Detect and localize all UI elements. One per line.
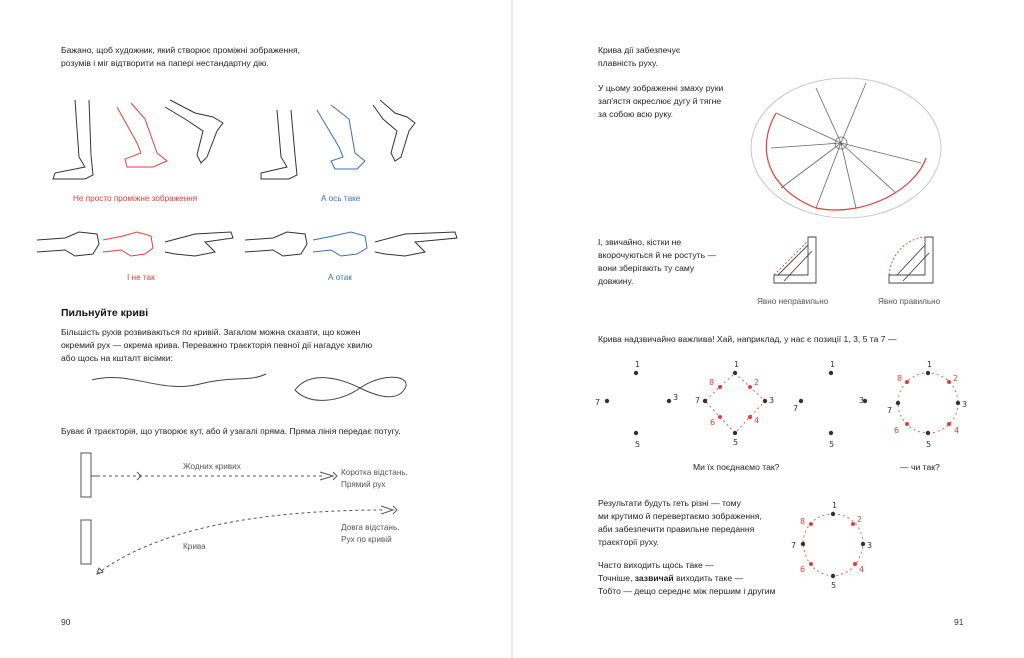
wave-and-eight-illustration — [90, 368, 420, 408]
diag2-label-2: 2 — [754, 378, 760, 387]
text3-line-2: вкорочуються й не ростуть — — [598, 250, 717, 260]
caption-hands-wrong: І не так — [127, 273, 155, 282]
diag4-label-1: 1 — [927, 360, 933, 369]
caption-bones-wrong: Явно неправильно — [757, 297, 829, 306]
text2-line-1: У цьому зображенні змаху руки — [598, 83, 724, 93]
label-curve: Крива — [183, 542, 206, 551]
intro-line-1: Бажано, щоб художник, який створює проміжні зображення, — [61, 45, 301, 55]
section-heading: Пильнуйте криві — [61, 307, 149, 319]
diag3-label-1: 1 — [830, 360, 836, 369]
feet-illustration-wrong — [45, 95, 235, 190]
text6-line-2-post: виходить таке — — [673, 573, 744, 583]
diag1-label-5: 5 — [635, 440, 641, 449]
text3-line-4: довжину. — [598, 276, 634, 286]
diag1-label-7: 7 — [595, 398, 601, 407]
diag2-label-1: 1 — [734, 360, 740, 369]
diag2-label-6: 6 — [710, 418, 716, 427]
text6-line-2 — [598, 572, 743, 585]
text6-line-2-bold: зазвичай — [634, 573, 674, 583]
label-short-1: Коротка відстань. — [341, 468, 408, 477]
diag2-label-5: 5 — [733, 438, 739, 447]
hands-illustration — [35, 222, 465, 272]
diag5-label-6: 6 — [800, 565, 806, 574]
text6-line-3: Тобто — дещо середнє між першим і другим — [598, 586, 776, 596]
text5-line-2: ми крутимо й перевертаємо зображення, — [598, 511, 762, 521]
label-long-2: Рух по кривій — [341, 535, 392, 544]
diag3-label-5: 5 — [829, 440, 835, 449]
para1-line-3: або щось на кшталт вісімки: — [61, 353, 173, 363]
diag5-label-8: 8 — [800, 517, 806, 526]
diag4-label-4: 4 — [954, 426, 960, 435]
para1-line-2: окремий рух — окрема крива. Переважно траєкторія певної дії нагадує хвилю — [61, 340, 373, 350]
page-number-left: 90 — [61, 617, 71, 627]
diag3-label-3: 3 — [859, 396, 865, 405]
intermediate-diagram — [783, 500, 883, 590]
diag5-label-5: 5 — [831, 581, 837, 590]
caption-feet-right: А ось таке — [321, 194, 361, 203]
diag4-label-2: 2 — [953, 374, 959, 383]
diag2-label-4: 4 — [754, 416, 760, 425]
bones-wrong-illustration — [768, 235, 828, 290]
page-number-right: 91 — [954, 617, 964, 627]
text2-line-2: зап'ястя окреслює дугу й тягне — [598, 96, 722, 106]
diag4-label-7: 7 — [887, 406, 893, 415]
arm-swing-illustration — [746, 68, 946, 228]
text5-line-4: траєкторії руху. — [598, 537, 659, 547]
positions-diagrams — [593, 355, 973, 450]
diag5-label-4: 4 — [859, 565, 865, 574]
feet-illustration-right — [255, 95, 425, 190]
text5-line-3: аби забезпечити правильне передання — [598, 524, 755, 534]
left-page — [0, 0, 511, 658]
diag5-label-2: 2 — [857, 515, 863, 524]
diag4-label-6: 6 — [894, 426, 900, 435]
para2: Буває й траєкторія, що утворює кут, або й узагалі пряма. Пряма лінія передає потугу. — [61, 426, 401, 436]
text3-line-1: І, звичайно, кістки не — [598, 237, 682, 247]
para1-line-1: Більшість рухів розвиваються по кривій. Загалом можна сказати, що кожен — [61, 327, 361, 337]
diag5-label-3: 3 — [867, 541, 873, 550]
caption-hands-right: А отак — [328, 273, 352, 282]
diag2-label-3: 3 — [769, 396, 775, 405]
text1-line-1: Крива дії забезпечує — [598, 45, 681, 55]
text2-line-3: за собою всю руку. — [598, 109, 674, 119]
diag4-label-8: 8 — [897, 374, 903, 383]
text6-line-1: Часто виходить щось таке — — [598, 560, 714, 570]
text3-line-3: вони зберігають ту саму — [598, 263, 695, 273]
diag4-label-3: 3 — [962, 400, 968, 409]
intro-line-2: розумів і міг відтворити на папері нестандартну дію. — [61, 58, 269, 68]
diag4-label-5: 5 — [926, 440, 932, 449]
right-page — [513, 0, 1024, 658]
question-text: Ми їх поєднаємо так? — [693, 462, 780, 472]
diag5-label-1: 1 — [832, 501, 838, 510]
diag5-label-7: 7 — [791, 541, 797, 550]
diag3-label-7: 7 — [793, 404, 799, 413]
caption-bones-right: Явно правильно — [878, 297, 941, 306]
diag1-label-1: 1 — [635, 360, 641, 369]
diag2-label-7: 7 — [695, 396, 701, 405]
label-short-2: Прямий рух — [341, 480, 386, 489]
bones-right-illustration — [883, 233, 943, 291]
label-no-curves: Жодних кривих — [183, 462, 241, 471]
answer-text: — чи так? — [900, 462, 940, 472]
diag1-label-3: 3 — [673, 393, 679, 402]
label-long-1: Довга відстань. — [341, 523, 400, 532]
caption-feet-wrong: Не просто проміжне зображення — [73, 194, 198, 203]
text5-line-1: Результати будуть геть різні — тому — [598, 498, 741, 508]
diag2-label-8: 8 — [709, 378, 715, 387]
text1-line-2: плавність руху. — [598, 58, 658, 68]
text4: Крива надзвичайно важлива! Хай, наприклад, у нас є позиції 1, 3, 5 та 7 — — [598, 334, 897, 344]
text6-line-2-pre: Точніше, — [598, 573, 635, 583]
